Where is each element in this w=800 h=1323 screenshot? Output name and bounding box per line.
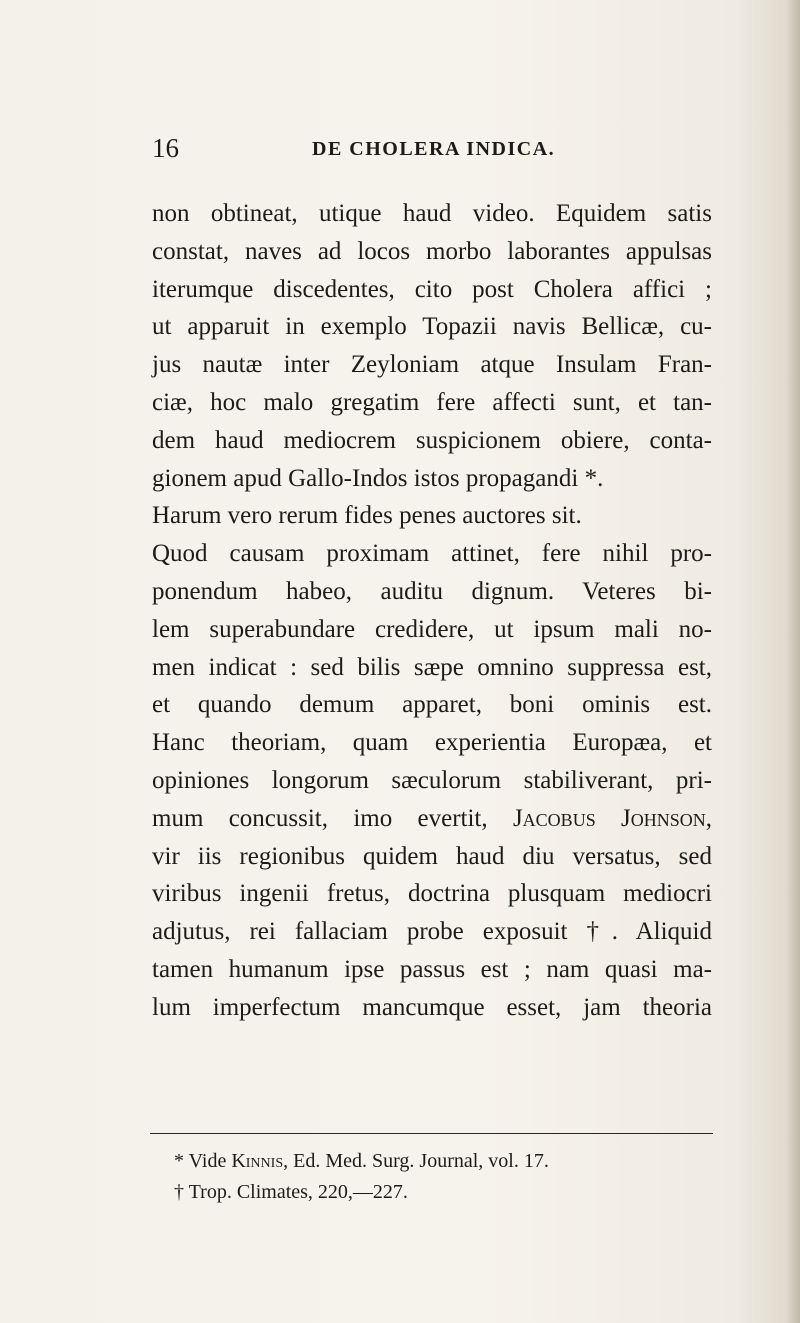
text-line: Quod causam proximam attinet, fere nihil pro- (152, 540, 712, 568)
body-text (152, 195, 712, 1027)
text-line: ciæ, hoc malo gregatim fere affecti sunt, et tan- (152, 388, 712, 416)
text-line: viribus ingenii fretus, doctrina plusquam mediocri (152, 880, 712, 908)
page-number: 16 (152, 133, 179, 163)
footnote: † Trop. Climates, 220,—227. (174, 1181, 408, 1203)
footnote: * Vide Kinnis, Ed. Med. Surg. Journal, vol. 17. (174, 1150, 549, 1172)
text-line: non obtineat, utique haud video. Equidem satis (152, 200, 712, 227)
text-line: constat, naves ad locos morbo laborantes appulsas (152, 237, 712, 265)
text-line: vir iis regionibus quidem haud diu versatus, sed (152, 842, 712, 870)
text-line: lem superabundare credidere, ut ipsum mali no- (152, 615, 712, 643)
text-line: jus nautæ inter Zeyloniam atque Insulam Fran- (152, 351, 712, 379)
footnote-rule (150, 1133, 713, 1134)
page-edge-shadow (786, 0, 800, 1323)
footnotes (174, 1146, 714, 1208)
text-line: opiniones longorum sæculorum stabiliverant, pri- (152, 766, 712, 794)
text-line: Hanc theoriam, quam experientia Europæa, et (152, 729, 712, 757)
text-line: gionem apud Gallo-Indos istos propagandi *. (152, 464, 604, 492)
text-line: men indicat : sed bilis sæpe omnino suppressa est, (152, 653, 712, 681)
text-line: et quando demum apparet, boni ominis est. (152, 691, 712, 719)
text-line: mum concussit, imo evertit, Jacobus Johnson, (152, 804, 713, 832)
text-line: ponendum habeo, auditu dignum. Veteres bi- (152, 577, 712, 605)
page-header (152, 128, 712, 168)
running-title: DE CHOLERA INDICA. (312, 138, 556, 160)
text-line: tamen humanum ipse passus est ; nam quasi ma- (152, 955, 712, 983)
text-line: Harum vero rerum fides penes auctores sit. (152, 502, 582, 530)
text-line: lum imperfectum mancumque esset, jam theoria (152, 993, 712, 1021)
text-line: dem haud mediocrem suspicionem obiere, conta- (152, 426, 712, 454)
text-line: adjutus, rei fallaciam probe exposuit †. Aliquid (152, 918, 712, 946)
text-line: iterumque discedentes, cito post Cholera affici ; (152, 275, 712, 303)
text-line: ut apparuit in exemplo Topazii navis Bellicæ, cu- (152, 313, 712, 341)
